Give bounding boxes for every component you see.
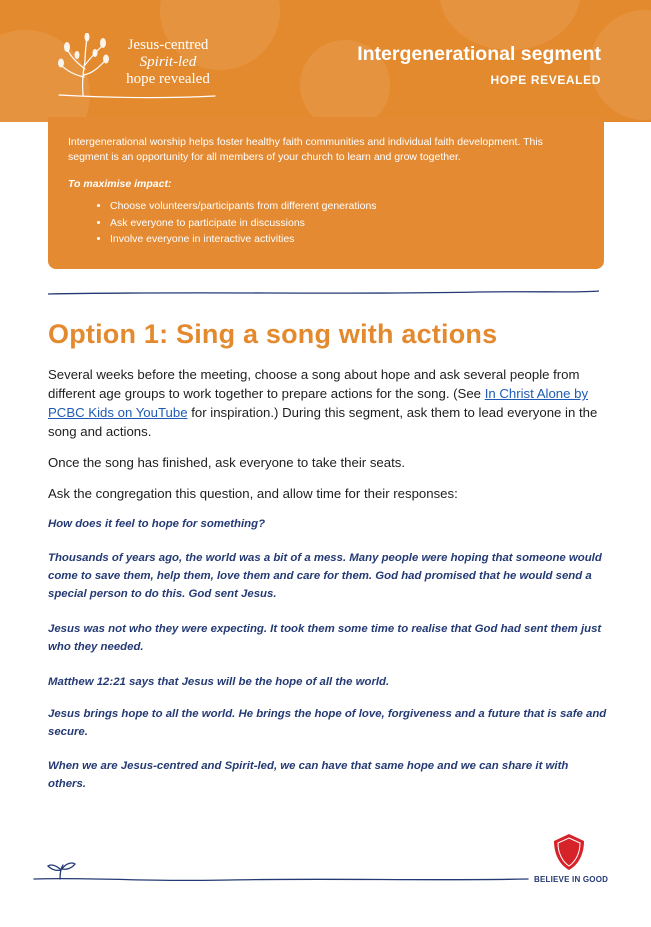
paragraph-instructions — [48, 365, 608, 441]
series-logo — [55, 33, 220, 103]
brand-tagline: BELIEVE IN GOOD — [534, 875, 609, 884]
list-item: • Involve everyone in interactive activities — [110, 231, 584, 248]
header-banner — [0, 0, 651, 122]
footer-sprout-line — [30, 858, 530, 888]
section-heading: Option 1: Sing a song with actions — [48, 319, 498, 349]
divider-line — [48, 288, 600, 298]
question-text: When we are Jesus-centred and Spirit-led, we can have that same hope and we can share it with others. — [48, 760, 569, 790]
page-subtitle: HOPE REVEALED — [490, 73, 601, 87]
page-title: Intergenerational segment — [357, 43, 601, 65]
youtube-link[interactable]: In Christ Alone by PCBC Kids on YouTube — [48, 386, 589, 420]
impact-heading: To maximise impact: — [68, 178, 172, 190]
question-text: Jesus was not who they were expecting. It took them some time to realise that God had sent them just who they needed. — [48, 623, 602, 653]
paragraph-ask-question: Ask the congregation this question, and allow time for their responses: — [48, 486, 458, 501]
paragraph-text: Several weeks before the meeting, choose a song about hope and ask several people from different age groups to work together to prepare actions for the song. (See — [48, 367, 580, 401]
question-text: Thousands of years ago, the world was a bit of a mess. Many people were hoping that someone would come to save them, help them, love them and care for them. God had promised that he would send a special person to do this. God sent Jesus. — [48, 552, 602, 600]
logo-line-3: hope revealed — [126, 71, 210, 87]
intro-callout — [48, 117, 604, 269]
logo-line-1: Jesus-centred — [127, 37, 209, 53]
question-text: Jesus brings hope to all the world. He brings the hope of love, forgiveness and a future that is safe and secure. — [48, 708, 607, 738]
paragraph-take-seats: Once the song has finished, ask everyone to take their seats. — [48, 455, 406, 470]
intro-text: Intergenerational worship helps foster healthy faith communities and individual faith development. This segment is an opportunity for all members of your church to learn and grow together. — [68, 136, 543, 163]
salvation-army-crest-icon — [553, 833, 585, 871]
question-text: Matthew 12:21 says that Jesus will be the hope of all the world. — [48, 676, 390, 688]
list-item: • Choose volunteers/participants from different generations — [110, 198, 584, 215]
logo-line-2: Spirit-led — [139, 54, 197, 70]
list-item: • Ask everyone to participate in discussions — [110, 215, 584, 232]
question-text: How does it feel to hope for something? — [48, 518, 266, 530]
impact-list — [68, 198, 584, 248]
paragraph-text: for inspiration.) During this segment, ask them to lead everyone in the song and actions. — [48, 405, 598, 439]
